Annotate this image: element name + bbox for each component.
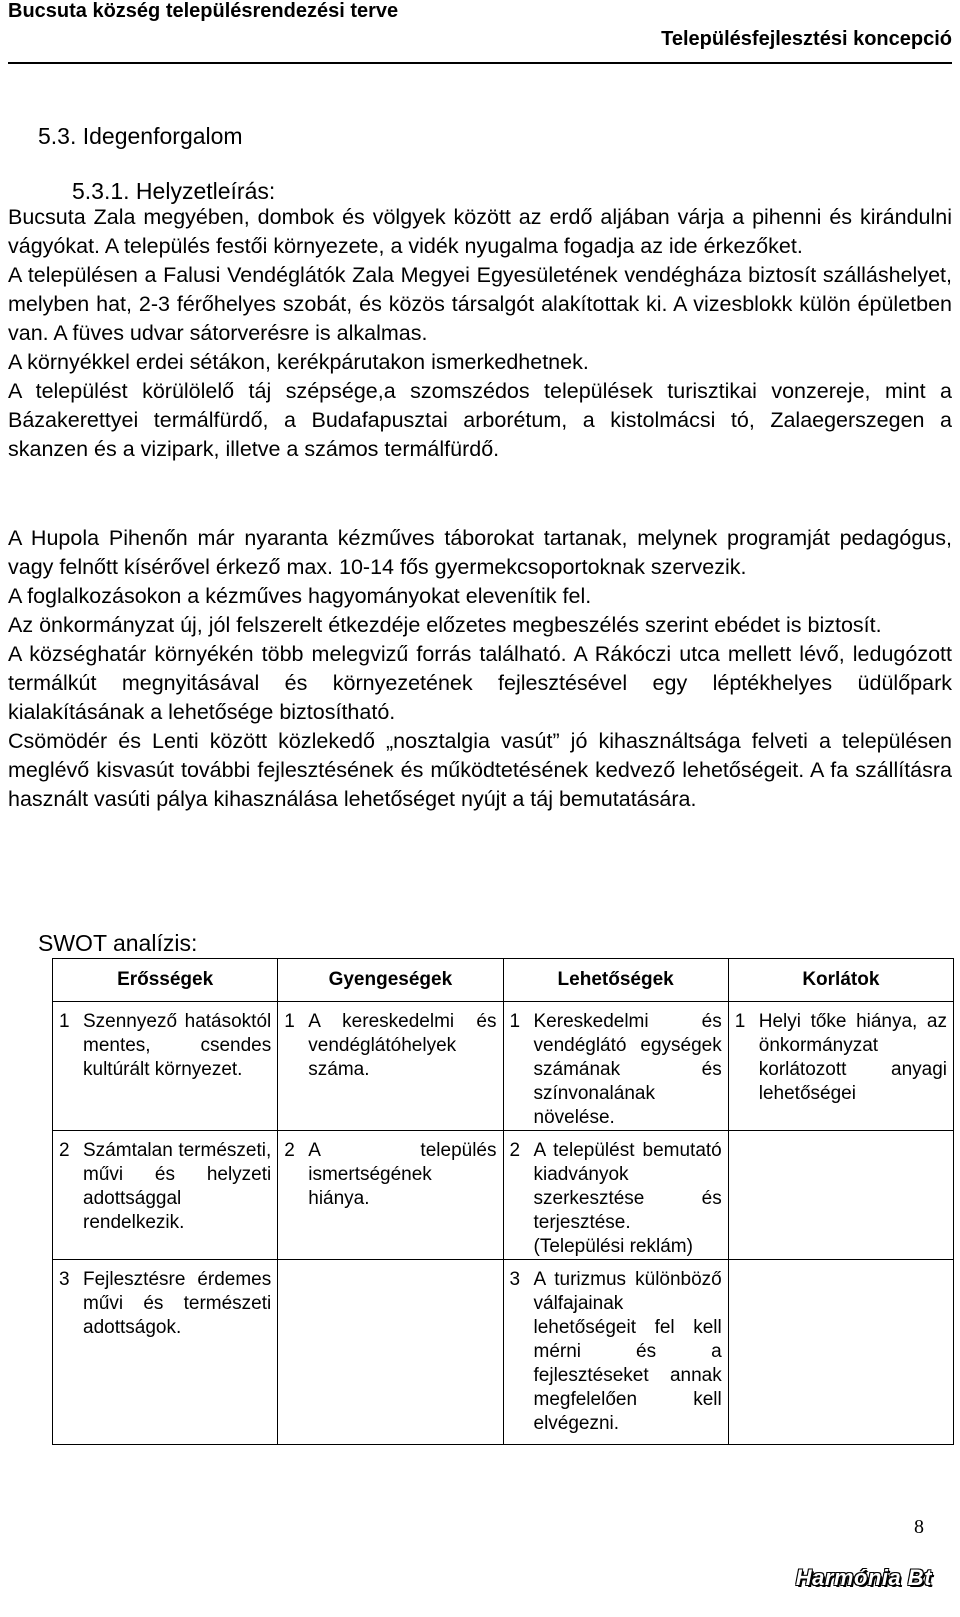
swot-cell: 1 Szennyező hatásoktól mentes, csendes kultúrált környezet.: [53, 1002, 278, 1131]
page-header: [8, 0, 952, 64]
header-opportunities: Lehetőségek: [503, 959, 728, 1002]
body-text-1: [8, 203, 952, 464]
document-subtitle: Településfejlesztési koncepció: [661, 28, 952, 50]
company-logo: Harmónia Bt: [795, 1565, 932, 1590]
paragraph: A foglalkozásokon a kézműves hagyományokat elevenítik fel.: [8, 584, 592, 608]
swot-cell: [728, 1131, 953, 1260]
section-title: 5.3. Idegenforgalom: [38, 123, 243, 149]
header-strengths: Erősségek: [53, 959, 278, 1002]
paragraph: A településen a Falusi Vendéglátók Zala Megyei Egyesületének vendégháza biztosít szálláshelyet, melyben hat, 2-3 férőhelyes szobát, és közös társalgót alakítottak ki. A vizesblokk külön épületben van. A füves udvar sátorverésre is alkalmas.: [8, 263, 952, 345]
swot-row: [53, 1260, 954, 1445]
swot-cell: 1 A kereskedelmi és vendéglátóhelyek száma.: [278, 1002, 503, 1131]
swot-cell: 2 A település ismertségének hiánya.: [278, 1131, 503, 1260]
page-number: 8: [914, 1516, 924, 1538]
swot-row: [53, 1131, 954, 1260]
swot-cell: [278, 1260, 503, 1445]
paragraph: Bucsuta Zala megyében, dombok és völgyek között az erdő aljában várja a pihenni és kirándulni vágyókat. A település festői környezete, a vidék nyugalma fogadja az ide érkezőket.: [8, 205, 952, 258]
paragraph: A községhatár környékén több melegvizű forrás található. A Rákóczi utca mellett lévő, ledugózott termálkút megnyitásával és környezetének fejlesztésével egy léptékhelyes üdülőpark kialakításának a lehetősége biztosítható.: [8, 642, 952, 724]
header-weaknesses: Gyengeségek: [278, 959, 503, 1002]
subsection-title: 5.3.1. Helyzetleírás:: [72, 178, 276, 204]
swot-row: [53, 1002, 954, 1131]
swot-label: SWOT analízis:: [38, 930, 198, 956]
paragraph: Az önkormányzat új, jól felszerelt étkezdéje előzetes megbeszélés szerint ebédet is biztosít.: [8, 613, 882, 637]
swot-cell: 1 Kereskedelmi és vendéglátó egységek számának és színvonalának növelése.: [503, 1002, 728, 1131]
swot-header-row: [53, 959, 954, 1002]
swot-cell: 3 Fejlesztésre érdemes művi és természeti adottságok.: [53, 1260, 278, 1445]
swot-cell: 3 A turizmus különböző válfajainak lehetőségeit fel kell mérni és a fejlesztéseket annak megfelelően kell elvégezni.: [503, 1260, 728, 1445]
paragraph: Csömödér és Lenti között közlekedő „nosztalgia vasút” jó kihasználtsága felveti a településen meglévő kisvasút további fejlesztésének és működtetésének kedvező lehetőségeit. A fa szállításra használt vasúti pálya kihasználása lehetőséget nyújt a táj bemutatására.: [8, 729, 952, 811]
paragraph: A Hupola Pihenőn már nyaranta kézműves táborokat tartanak, melynek programját pedagógus, vagy felnőtt kísérővel érkező max. 10-14 fős gyermekcsoportoknak szervezik.: [8, 526, 952, 579]
paragraph: A települést körülölelő táj szépsége,a szomszédos települések turisztikai vonzereje, mint a Bázakerettyei termálfürdő, a Budafapusztai arborétum, a kistolmácsi tó, Zalaegerszegen a skanzen és a vizipark, illetve a számos termálfürdő.: [8, 379, 952, 461]
swot-cell: [728, 1260, 953, 1445]
paragraph: A környékkel erdei sétákon, kerékpárutakon ismerkedhetnek.: [8, 350, 589, 374]
swot-cell: 1 Helyi tőke hiánya, az önkormányzat korlátozott anyagi lehetőségei: [728, 1002, 953, 1131]
header-threats: Korlátok: [728, 959, 953, 1002]
swot-cell: 2 A települést bemutató kiadványok szerkesztése és terjesztése. (Települési reklám): [503, 1131, 728, 1260]
document-title: Bucsuta község településrendezési terve: [8, 0, 399, 22]
swot-table: [52, 958, 954, 1445]
body-text-2: [8, 524, 952, 814]
swot-cell: 2 Számtalan természeti, művi és helyzeti adottsággal rendelkezik.: [53, 1131, 278, 1260]
